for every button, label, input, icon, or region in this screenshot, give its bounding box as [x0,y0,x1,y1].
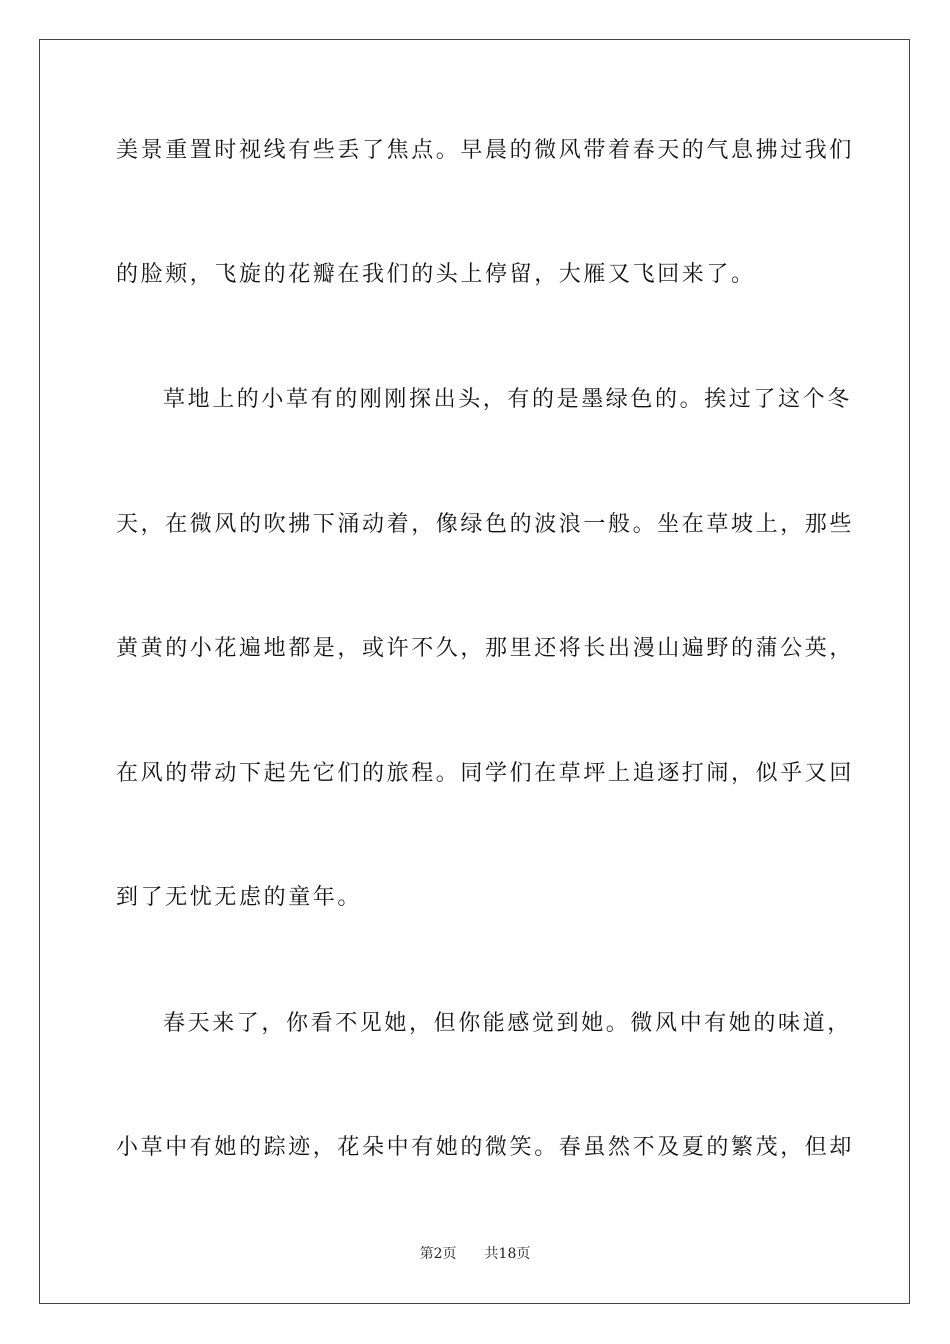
text-line-7: 到了无忧无虑的童年。 [116,885,363,910]
text-line-9: 小草中有她的踪迹，花朵中有她的微笑。春虽然不及夏的繁茂，但却 [116,1135,855,1160]
page-frame [39,39,910,1304]
page-total: 共18页 [484,1246,531,1262]
text-line-2: 的脸颊，飞旋的花瓣在我们的头上停留，大雁又飞回来了。 [116,262,756,287]
text-line-5: 黄黄的小花遍地都是，或许不久，那里还将长出漫山遍野的蒲公英， [116,636,855,661]
text-line-4: 天，在微风的吹拂下涌动着，像绿色的波浪一般。坐在草坡上，那些 [116,512,855,537]
page-number: 第2页 [419,1246,457,1262]
text-line-1: 美景重置时视线有些丢了焦点。早晨的微风带着春天的气息拂过我们 [116,138,855,163]
text-line-3: 草地上的小草有的刚刚探出头，有的是墨绿色的。挨过了这个冬 [163,387,852,412]
page-footer [0,1244,950,1264]
text-line-6: 在风的带动下起先它们的旅程。同学们在草坪上追逐打闹，似乎又回 [116,761,855,786]
text-line-8: 春天来了，你看不见她，但你能感觉到她。微风中有她的味道， [163,1011,852,1036]
